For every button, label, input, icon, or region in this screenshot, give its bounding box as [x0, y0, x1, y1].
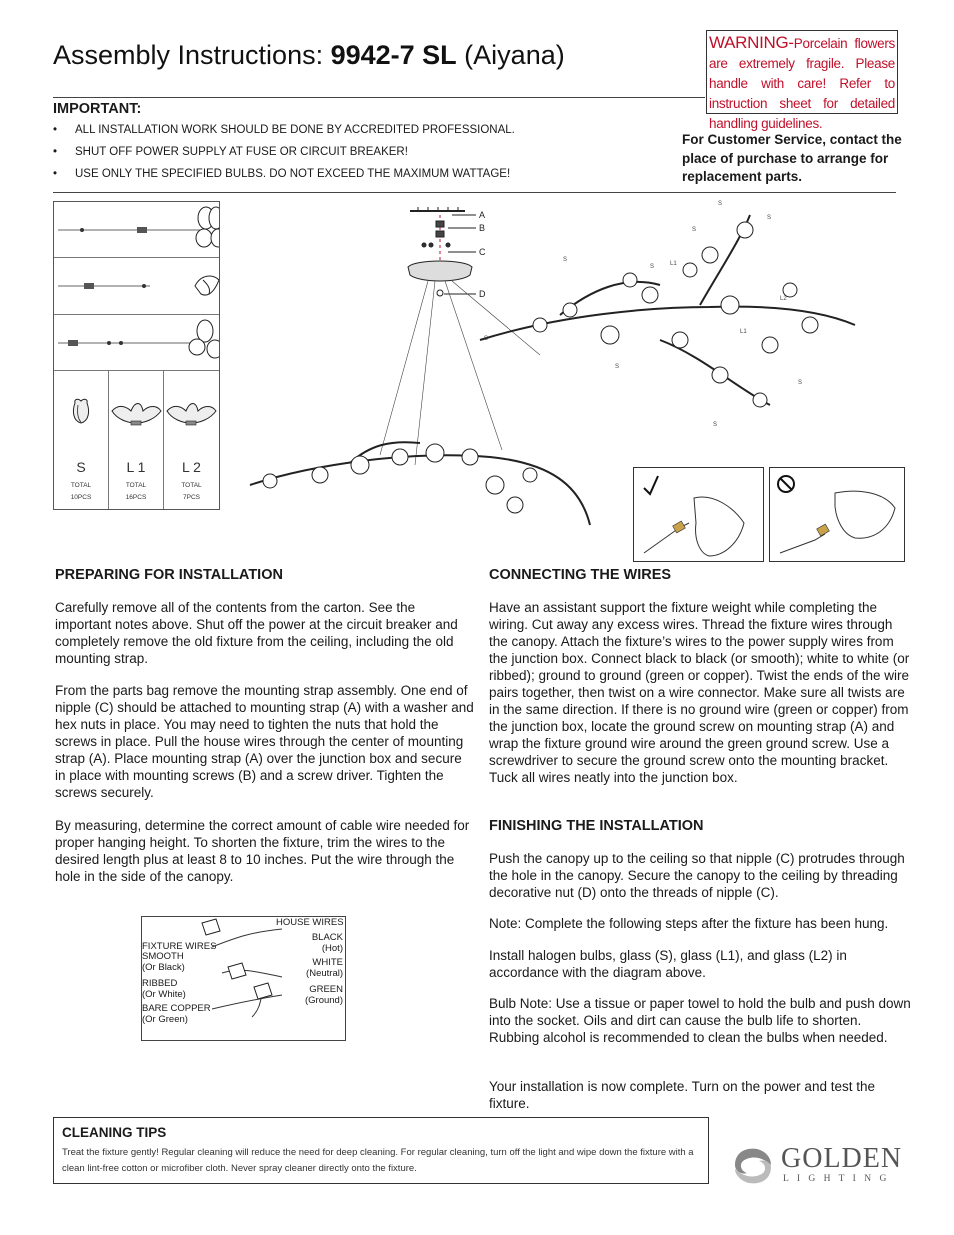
connecting-heading: CONNECTING THE WIRES: [489, 567, 672, 583]
preparing-heading: PREPARING FOR INSTALLATION: [55, 567, 283, 583]
svg-text:L2: L2: [780, 296, 787, 302]
svg-text:L1: L1: [670, 261, 677, 267]
prohibited-icon: [770, 468, 904, 561]
logo-name: GOLDEN: [781, 1143, 903, 1174]
label-d: D: [479, 289, 486, 299]
glass-s-icon: [54, 371, 109, 451]
svg-text:L1: L1: [740, 329, 747, 335]
finishing-p1: Push the canopy up to the ceiling so that nipple (C) protrudes through the hole in the canopy. Secure the canopy to the ceiling by threading decorative nut (D) onto the threads of nipple (C).: [489, 851, 905, 900]
finishing-p4: Bulb Note: Use a tissue or paper towel to hold the bulb and push down into the socket. Oils and dirt can cause the bulb life to shorten. Rubbing alcohol is recommended to clean the bulbs when needed.: [489, 996, 911, 1045]
check-icon: [634, 468, 763, 561]
label-b: B: [479, 223, 486, 233]
flower-bud-icon: [54, 258, 219, 315]
customer-service-note: For Customer Service, contact the place of purchase to arrange for replacement parts.: [682, 132, 902, 184]
label-c: C: [479, 247, 486, 257]
mounting-hardware: [408, 207, 476, 296]
svg-text:S: S: [798, 380, 803, 386]
parts-table: [53, 201, 220, 510]
finishing-p3: Install halogen bulbs, glass (S), glass (L1), and glass (L2) in accordance with the diagram above.: [489, 948, 847, 980]
preparing-p3: By measuring, determine the correct amount of cable wire needed for proper hanging height. To shorten the fixture, trim the wires to the desired length plus at least 8 to 10 inches. Put the wire through the hole in the side of the canopy.: [55, 818, 470, 884]
finishing-heading: FINISHING THE INSTALLATION: [489, 818, 704, 834]
svg-text:S: S: [563, 257, 568, 263]
svg-text:S: S: [615, 364, 620, 370]
branch-lower: [250, 442, 590, 525]
flower-cluster-icon: [54, 202, 219, 258]
important-list: [53, 124, 673, 190]
parts-row-cluster-large: [54, 202, 219, 258]
parts-row-bud: [54, 258, 219, 315]
finishing-p2: Note: Complete the following steps after the fixture has been hung.: [489, 916, 889, 931]
list-item: • SHUT OFF POWER SUPPLY AT FUSE OR CIRCUIT BREAKER!: [53, 146, 408, 158]
incorrect-handling-panel: [769, 467, 905, 562]
important-heading: IMPORTANT:: [53, 101, 142, 117]
parts-row-cluster-small: [54, 315, 219, 371]
logo-sub: L I G H T I N G: [783, 1174, 890, 1184]
cleaning-tips-box: [53, 1117, 709, 1184]
bulb-column-l2: L 2 TOTAL 7PCS: [164, 371, 219, 509]
svg-text:S: S: [692, 227, 697, 233]
svg-text:S: S: [718, 201, 723, 207]
glass-l1-icon: [109, 371, 164, 451]
glass-l2-icon: [164, 371, 219, 451]
bulb-callouts: [484, 201, 802, 428]
section-rule: [53, 192, 896, 193]
cleaning-heading: CLEANING TIPS: [62, 1125, 167, 1140]
cleaning-text: Treat the fixture gently! Regular cleaning will reduce the need for deep cleaning. For regular cleaning, turn off the light and wipe down the fixture with a clean lint-free cotton or microfiber cloth. Never spray cleaner directly onto the fixture.: [62, 1147, 694, 1174]
list-item: • ALL INSTALLATION WORK SHOULD BE DONE BY ACCREDITED PROFESSIONAL.: [53, 124, 515, 136]
correct-handling-panel: [633, 467, 764, 562]
label-a: A: [479, 210, 486, 220]
preparing-p2: From the parts bag remove the mounting strap assembly. One end of nipple (C) should be attached to mounting strap (A) with a washer and hex nuts in place. You may need to tighten the nuts that hold the screws in place. Pull the house wires through the center of mounting strap (A). Place mounting strap (A) over the junction box and secure in place with mounting screws (B) and a screw driver. Tighten the screws securely.: [55, 683, 474, 800]
page-title: Assembly Instructions: 9942-7 SL (Aiyana): [53, 40, 565, 70]
suspension-cables: [380, 281, 540, 465]
logo-mark-icon: [731, 1145, 775, 1185]
bulb-column-s: S TOTAL 10PCS: [54, 371, 109, 509]
title-rule: [53, 97, 705, 98]
wire-diagram: HOUSE WIRES FIXTURE WIRES SMOOTH (Or Black) RIBBED (Or White) BARE COPPER (Or Green) BLACK (Hot) WHITE (Neutral) GREEN (Ground): [141, 916, 346, 1041]
svg-text:S: S: [484, 336, 489, 342]
bulb-column-l1: L 1 TOTAL 16PCS: [109, 371, 164, 509]
svg-text:S: S: [767, 215, 772, 221]
finishing-p5: Your installation is now complete. Turn on the power and test the fixture.: [489, 1079, 875, 1111]
warning-box: WARNING-Porcelain flowers are extremely fragile. Please handle with care! Refer to instruction sheet for detailed handling guidelines.: [706, 30, 898, 114]
flower-cluster-icon: [54, 315, 219, 371]
svg-text:S: S: [713, 422, 718, 428]
svg-text:S: S: [650, 264, 655, 270]
list-item: • USE ONLY THE SPECIFIED BULBS. DO NOT EXCEED THE MAXIMUM WATTAGE!: [53, 168, 511, 180]
preparing-p1: Carefully remove all of the contents from the carton. See the important notes above. Shut off the power at the circuit breaker and completely remove the old fixture from the ceiling, including the old mounting strap.: [55, 600, 458, 666]
connecting-p1: Have an assistant support the fixture weight while completing the wiring. Cut away any excess wires. Thread the fixture wires through the canopy. Attach the fixture’s wires to the power supply wires from the junction box. Connect black to black (or smooth); white to white (or ribbed); ground to ground (green or copper). Twist the ends of the wire pairs together, then twist on a wire connector. Make sure all twists are in the same direction. If there is no ground wire (green or copper) from the junction box, locate the ground screw on mounting strap (A) and wrap the fixture ground wire around the green ground screw. Use a screwdriver to secure the ground screw onto the mounting bracket. Tuck all wires neatly into the junction box.: [489, 600, 910, 785]
golden-lighting-logo: [731, 1143, 911, 1187]
branch-upper: [480, 215, 855, 405]
